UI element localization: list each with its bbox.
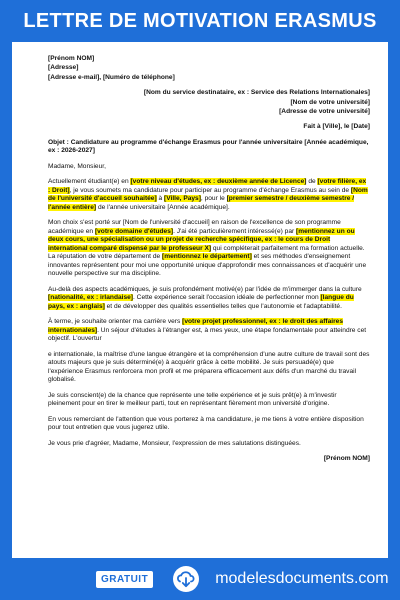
text: À terme, je souhaite orienter ma carrière vers [48,318,183,326]
recipient-service: [Nom du service destinataire, ex : Service des Relations Internationales] [143,89,370,97]
sender-name: [Prénom NOM] [48,55,95,62]
paragraph-2 [48,219,370,279]
text: de [306,178,318,186]
text: de l'année universitaire [Année académique]. [96,203,230,211]
placeholder-highlight: [mentionnez un ou deux cours, une spécialisation ou un projet de recherche spécifique, ex : le cours de Droit international comparé dispensé par le professeur X] [48,227,355,252]
paragraph-6: Je suis conscient(e) de la chance que représente une telle expérience et je suis prêt(e) à m'investir pleinement pour en tirer le meilleur parti, tout en représentant fièrement mon université d'origine. [48,391,337,408]
placeholder-highlight: [langue du pays, ex : anglais] [48,294,354,310]
sender-address: [Adresse] [48,64,79,72]
placeholder-highlight: [Ville, Pays] [164,195,201,203]
text: . Un séjour d'études à l'étranger est, à mes yeux, une étape fondamentale pour atteindre cet objectif. L'ouvertur [48,326,367,343]
text: . J'ai été particulièrement intéressé(e) par [173,227,297,235]
text: qui compléterait parfaitement ma formation actuelle. La réputation de votre département de [48,244,365,261]
recipient-address: [Adresse de votre université] [279,108,370,116]
cloud-download-icon[interactable] [171,564,201,594]
place-date: Fait à [Ville], le [Date] [303,123,370,131]
paragraph-8: Je vous prie d'agréer, Madame, Monsieur, l'expression de mes salutations distinguées. [48,439,301,447]
text: et de développer des qualités essentielles telles que l'autonomie et l'adaptabilité. [104,302,342,310]
text: à [156,195,165,203]
paragraph-4 [48,318,370,344]
recipient-university: [Nom de votre université] [290,98,370,106]
paragraph-1 [48,178,370,212]
placeholder-highlight: [votre domaine d'études] [94,227,174,235]
paragraph-3 [48,286,370,312]
text: , je vous soumets ma candidature pour participer au programme d'échange Erasmus au sein de [69,186,351,194]
placeholder-highlight: [Nom de l'université d'accueil souhaitée] [48,186,368,203]
placeholder-highlight: [votre projet professionnel, ex : le droit des affaires internationales] [48,318,343,334]
sender-contact: [Adresse e-mail], [Numéro de téléphone] [48,73,175,81]
paragraph-7: En vous remerciant de l'attention que vous porterez à ma candidature, je me tiens à votre entière disposition pour tout entretien que vous jugerez utile. [48,415,364,432]
text: et ses méthodes d'enseignement innovantes représentent pour moi une opportunité unique d'approfondir mes connaissances et d'acquérir une nouvelle perspective sur ma discipline. [48,253,367,278]
placeholder-highlight: [votre filière, ex : Droit] [48,178,367,194]
placeholder-highlight: [nationalité, ex : irlandaise] [48,294,134,302]
free-badge[interactable]: GRATUIT [96,571,153,588]
placeholder-highlight: [premier semestre / deuxième semestre / l'année entière] [48,195,355,211]
signature: [Prénom NOM] [323,455,370,463]
text: Au-delà des aspects académiques, je suis profondément motivé(e) par l'idée de m'immerger dans la culture [48,285,362,293]
footer-bar [0,558,400,600]
recipient-block [48,88,370,116]
greeting: Madame, Monsieur, [48,162,106,170]
letter-document [12,42,388,558]
placeholder-highlight: [votre niveau d'études, ex : deuxième année de Licence] [130,178,307,186]
placeholder-highlight: [mentionnez le département] [162,253,252,261]
text: Actuellement étudiant(e) en [48,178,131,186]
page-title: LETTRE DE MOTIVATION ERASMUS [23,9,377,32]
text: , pour le [200,195,227,203]
subject-line: Objet : Candidature au programme d'échange Erasmus pour l'année universitaire [Année académique, ex : 2026-2027] [48,138,369,155]
sender-block [48,54,370,82]
text: . Cette expérience serait l'occasion idéale de perfectionner mon [133,294,321,302]
paragraph-5: e internationale, la maîtrise d'une langue étrangère et la compréhension d'une autre culture de travail sont des atouts majeurs que je suis déterminé(e) à acquérir grâce à cette mobilité. Je suis persuadé(e) que l'expérience Erasmus renforcera mon profil et me préparera efficacement aux défis d'un marché du travail globalisé. [48,350,370,384]
text: Mon choix s'est porté sur [Nom de l'université d'accueil] en raison de l'excellence de son programme académique en [48,219,341,235]
site-link[interactable]: modelesdocuments.com [215,570,389,587]
